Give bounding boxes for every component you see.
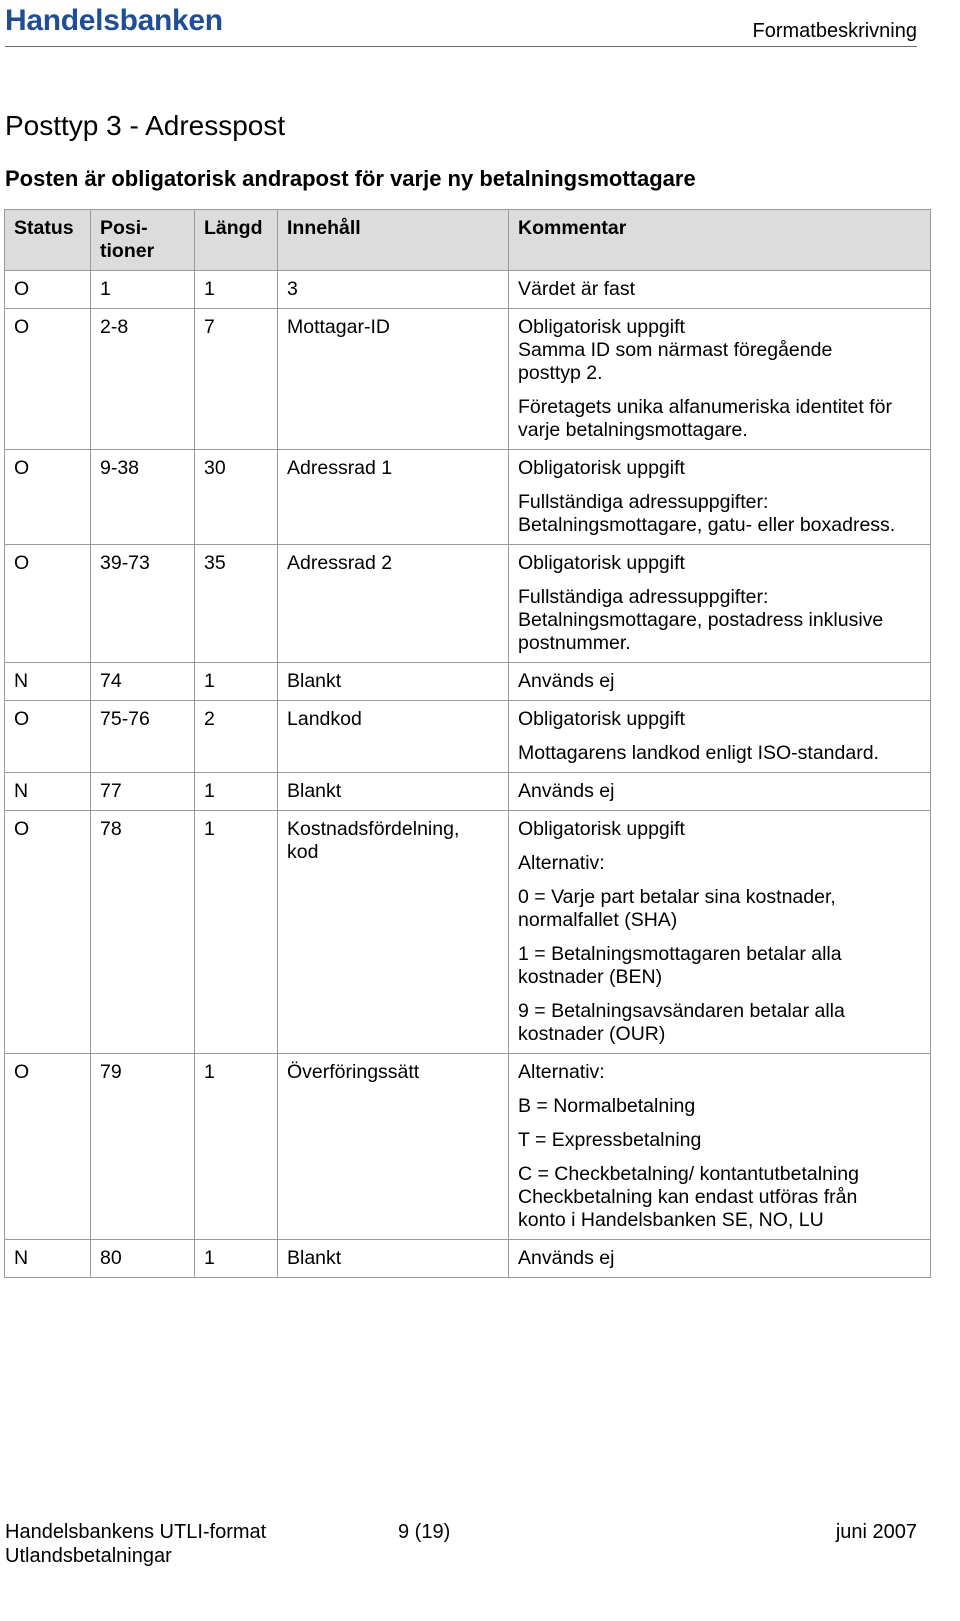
comment-line: Fullständiga adressuppgifter: — [518, 491, 769, 513]
comment-line: varje betalningsmottagare. — [518, 419, 748, 441]
section-subtitle: Posten är obligatorisk andrapost för varje ny betalningsmottagare — [5, 166, 696, 191]
comment-paragraph — [518, 396, 922, 442]
status-cell: O — [5, 309, 91, 450]
content-cell — [278, 1240, 509, 1278]
table-row — [5, 545, 931, 663]
header-kommentar: Kommentar — [509, 210, 931, 271]
header-status: Status — [5, 210, 91, 271]
content-text-line2: kod — [287, 841, 319, 863]
comment-cell — [509, 1054, 931, 1240]
comment-cell — [509, 545, 931, 663]
content-text: Landkod — [287, 708, 362, 730]
table-header-row — [5, 210, 931, 271]
content-cell — [278, 271, 509, 309]
comment-line: Samma ID som närmast föregående — [518, 339, 833, 361]
comment-paragraph — [518, 491, 922, 537]
comment-paragraph — [518, 780, 922, 803]
comment-line: Alternativ: — [518, 852, 605, 874]
position-cell: 74 — [91, 663, 195, 701]
table-row — [5, 663, 931, 701]
content-text: 3 — [287, 278, 298, 300]
position-cell: 78 — [91, 811, 195, 1054]
comment-line: Betalningsmottagare, gatu- eller boxadress. — [518, 514, 896, 536]
comment-line: Obligatorisk uppgift — [518, 708, 685, 730]
table-row — [5, 450, 931, 545]
footer-page-number: 9 (19) — [398, 1521, 451, 1543]
comment-line: Obligatorisk uppgift — [518, 818, 685, 840]
table-row — [5, 701, 931, 773]
table-row — [5, 271, 931, 309]
comment-line: Används ej — [518, 670, 615, 692]
document-type: Formatbeskrivning — [752, 20, 917, 42]
comment-cell — [509, 663, 931, 701]
comment-paragraph — [518, 886, 922, 932]
table-row — [5, 1054, 931, 1240]
comment-line: Värdet är fast — [518, 278, 636, 300]
header-positioner-line2: tioner — [100, 240, 155, 262]
header-positioner-line1: Posi- — [100, 217, 148, 239]
status-cell: N — [5, 773, 91, 811]
comment-cell — [509, 811, 931, 1054]
footer-doc-name: Handelsbankens UTLI-format — [5, 1521, 267, 1543]
comment-paragraph — [518, 1163, 922, 1232]
content-cell — [278, 773, 509, 811]
comment-line: Företagets unika alfanumeriska identitet för — [518, 396, 892, 418]
header-langd: Längd — [195, 210, 278, 271]
length-cell: 7 — [195, 309, 278, 450]
comment-line: Obligatorisk uppgift — [518, 552, 685, 574]
comment-line: kostnader (OUR) — [518, 1023, 666, 1045]
table-body — [5, 271, 931, 1278]
content-text: Blankt — [287, 1247, 342, 1269]
footer-date: juni 2007 — [835, 1521, 917, 1543]
header-innehall: Innehåll — [278, 210, 509, 271]
comment-paragraph — [518, 670, 922, 693]
comment-line: Alternativ: — [518, 1061, 605, 1083]
comment-line: Används ej — [518, 780, 615, 802]
content-cell — [278, 450, 509, 545]
comment-paragraph — [518, 552, 922, 575]
comment-line: B = Normalbetalning — [518, 1095, 696, 1117]
content-text: Överföringssätt — [287, 1061, 420, 1083]
position-cell: 9-38 — [91, 450, 195, 545]
length-cell: 1 — [195, 811, 278, 1054]
comment-paragraph — [518, 943, 922, 989]
content-cell — [278, 811, 509, 1054]
content-cell — [278, 545, 509, 663]
position-cell: 77 — [91, 773, 195, 811]
table-row — [5, 811, 931, 1054]
comment-line: postnummer. — [518, 632, 631, 654]
content-text: Adressrad 1 — [287, 457, 393, 479]
comment-paragraph — [518, 1247, 922, 1270]
comment-cell — [509, 773, 931, 811]
comment-paragraph — [518, 708, 922, 731]
table-row — [5, 309, 931, 450]
comment-line: posttyp 2. — [518, 362, 603, 384]
content-text: Adressrad 2 — [287, 552, 393, 574]
content-cell — [278, 701, 509, 773]
comment-paragraph — [518, 1061, 922, 1084]
comment-paragraph — [518, 742, 922, 765]
comment-line: 0 = Varje part betalar sina kostnader, — [518, 886, 836, 908]
record-format-table — [4, 209, 931, 1278]
position-cell: 75-76 — [91, 701, 195, 773]
content-text: Blankt — [287, 780, 342, 802]
status-cell: O — [5, 811, 91, 1054]
comment-line: kostnader (BEN) — [518, 966, 663, 988]
comment-paragraph — [518, 852, 922, 875]
content-text: Kostnadsfördelning, — [287, 818, 460, 840]
comment-line: Betalningsmottagare, postadress inklusive — [518, 609, 884, 631]
comment-cell — [509, 450, 931, 545]
length-cell: 30 — [195, 450, 278, 545]
content-cell — [278, 1054, 509, 1240]
content-cell — [278, 309, 509, 450]
comment-line: Obligatorisk uppgift — [518, 316, 685, 338]
comment-line: Används ej — [518, 1247, 615, 1269]
comment-line: Mottagarens landkod enligt ISO-standard. — [518, 742, 879, 764]
table-row — [5, 1240, 931, 1278]
length-cell: 1 — [195, 1240, 278, 1278]
comment-paragraph — [518, 457, 922, 480]
comment-line: Obligatorisk uppgift — [518, 457, 685, 479]
status-cell: O — [5, 545, 91, 663]
length-cell: 2 — [195, 701, 278, 773]
comment-cell — [509, 1240, 931, 1278]
comment-cell — [509, 309, 931, 450]
content-cell — [278, 663, 509, 701]
header-positioner — [91, 210, 195, 271]
footer-doc-section: Utlandsbetalningar — [5, 1545, 172, 1567]
length-cell: 35 — [195, 545, 278, 663]
content-text: Blankt — [287, 670, 342, 692]
position-cell: 1 — [91, 271, 195, 309]
position-cell: 79 — [91, 1054, 195, 1240]
comment-line: T = Expressbetalning — [518, 1129, 702, 1151]
section-title: Posttyp 3 - Adresspost — [5, 110, 286, 141]
comment-cell — [509, 701, 931, 773]
comment-line: C = Checkbetalning/ kontantutbetalning — [518, 1163, 859, 1185]
comment-line: normalfallet (SHA) — [518, 909, 678, 931]
content-text: Mottagar-ID — [287, 316, 390, 338]
status-cell: O — [5, 271, 91, 309]
page-header — [5, 0, 917, 47]
position-cell: 2-8 — [91, 309, 195, 450]
comment-paragraph — [518, 586, 922, 655]
comment-cell — [509, 271, 931, 309]
table-row — [5, 773, 931, 811]
comment-line: Fullständiga adressuppgifter: — [518, 586, 769, 608]
status-cell: N — [5, 663, 91, 701]
comment-line: 1 = Betalningsmottagaren betalar alla — [518, 943, 842, 965]
comment-line: Checkbetalning kan endast utföras från — [518, 1186, 858, 1208]
position-cell: 80 — [91, 1240, 195, 1278]
comment-paragraph — [518, 278, 922, 301]
footer-left — [5, 1520, 266, 1568]
status-cell: N — [5, 1240, 91, 1278]
handelsbanken-logo: Handelsbanken — [5, 4, 223, 37]
comment-paragraph — [518, 818, 922, 841]
length-cell: 1 — [195, 1054, 278, 1240]
comment-paragraph — [518, 316, 922, 385]
length-cell: 1 — [195, 773, 278, 811]
length-cell: 1 — [195, 271, 278, 309]
status-cell: O — [5, 1054, 91, 1240]
status-cell: O — [5, 450, 91, 545]
length-cell: 1 — [195, 663, 278, 701]
position-cell: 39-73 — [91, 545, 195, 663]
status-cell: O — [5, 701, 91, 773]
comment-paragraph — [518, 1000, 922, 1046]
comment-paragraph — [518, 1129, 922, 1152]
comment-line: 9 = Betalningsavsändaren betalar alla — [518, 1000, 845, 1022]
comment-line: konto i Handelsbanken SE, NO, LU — [518, 1209, 824, 1231]
comment-paragraph — [518, 1095, 922, 1118]
